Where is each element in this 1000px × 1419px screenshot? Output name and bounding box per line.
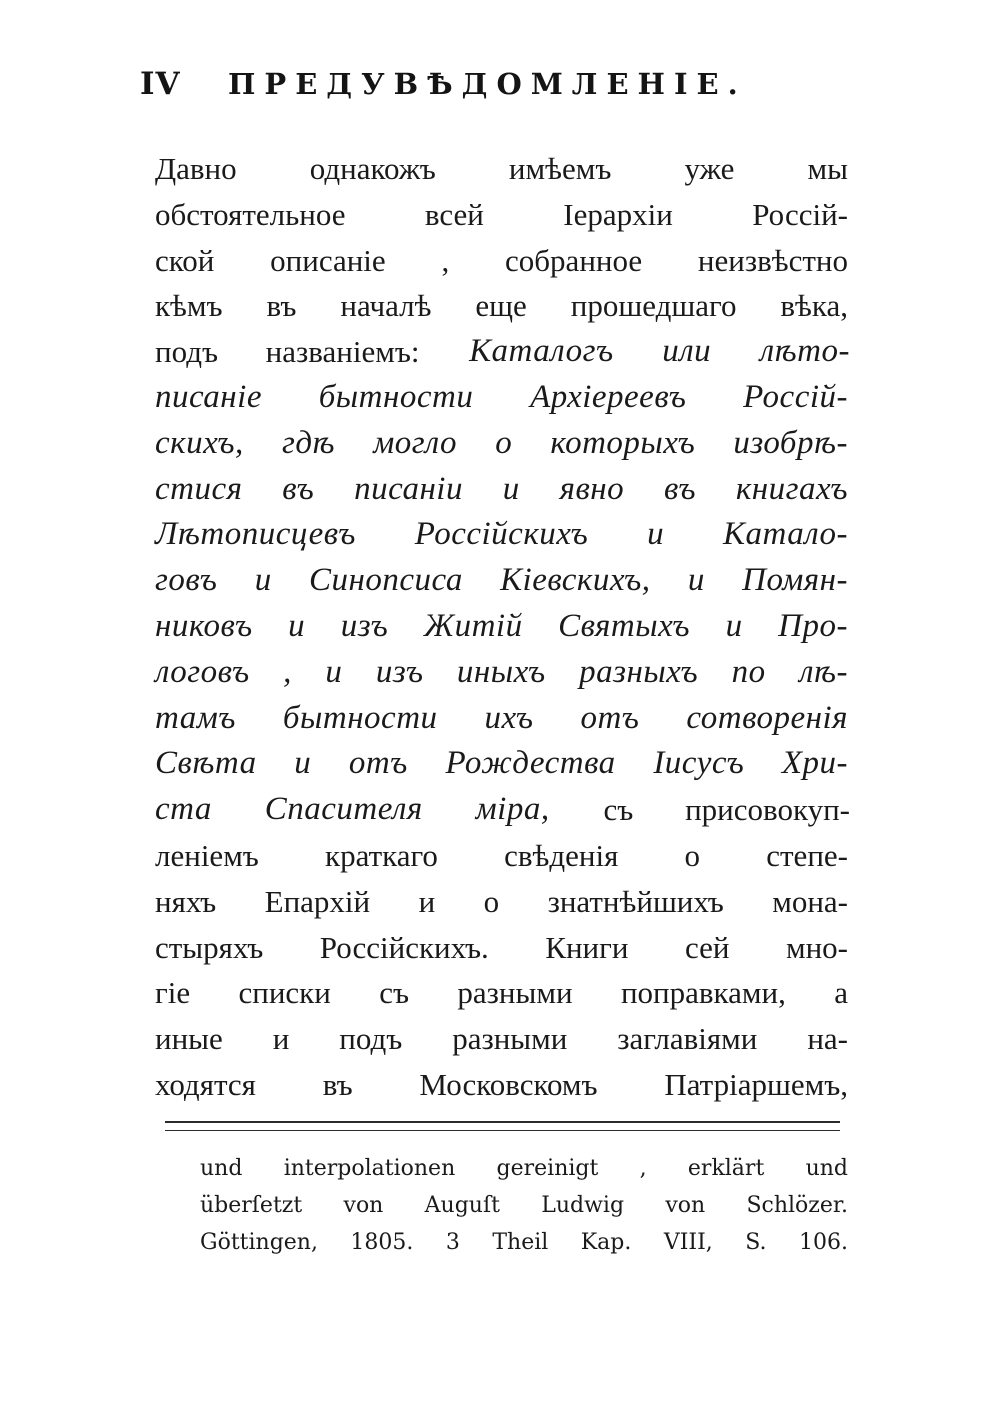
text-line: Давно однакожъ имѣемъ уже мы <box>155 151 848 186</box>
roman-segment: съ присовокуп- <box>551 792 850 828</box>
text-line-italic: писаніе бытности Архіереевъ Россій- <box>155 378 848 415</box>
text-line: ской описаніе , собранное неизвѣстно <box>155 242 848 278</box>
main-text-block <box>155 146 850 1108</box>
italic-segment: Каталогъ или лѣто- <box>469 333 850 370</box>
footnote-line: und interpolationen gereinigt , erklärt und <box>200 1156 848 1181</box>
page-number: IV <box>140 66 181 102</box>
footnote-separator-rule <box>165 1121 840 1131</box>
text-line: ходятся въ Московскомъ Патріаршемъ, <box>155 1066 848 1102</box>
text-line: иные и подъ разными заглавіями на- <box>155 1021 848 1057</box>
running-title: ПРЕДУВѢДОМЛЕНІЕ. <box>228 67 747 101</box>
text-line: гіе списки съ разными поправками, а <box>155 975 848 1011</box>
text-line-italic: Свѣта и отъ Рождества Іисусъ Хри- <box>155 745 848 782</box>
text-line: леніемъ краткаго свѣденія о степе- <box>155 837 848 873</box>
text-line: стыряхъ Россійскихъ. Книги сей мно- <box>155 929 848 965</box>
footnote-line: Göttingen, 1805. 3 Theil Kap. VIII, S. 106. <box>200 1230 848 1255</box>
text-line <box>155 329 850 375</box>
text-line-italic: логовъ , и изъ иныхъ разныхъ по лѣ- <box>155 653 848 690</box>
text-line: кѣмъ въ началѣ еще прошедшаго вѣка, <box>155 288 848 324</box>
footnote <box>200 1150 850 1261</box>
text-line-italic: Лѣтописцевъ Россійскихъ и Катало- <box>155 516 848 553</box>
text-line-italic: никовъ и изъ Житій Святыхъ и Про- <box>155 607 848 644</box>
text-line <box>155 787 850 833</box>
text-line: обстоятельное всей Іерархіи Россій- <box>155 196 848 232</box>
text-line-italic: скихъ, гдѣ могло о которыхъ изобрѣ- <box>155 424 848 461</box>
text-line-italic: стися въ писаніи и явно въ книгахъ <box>155 470 848 507</box>
text-line: няхъ Епархій и о знатнѣйшихъ мона- <box>155 883 848 919</box>
roman-segment: подъ названіемъ: <box>155 334 468 370</box>
italic-segment: ста Спасителя міра, <box>155 791 550 828</box>
footnote-line: überſetzt von Auguſt Ludwig von Schlözer. <box>200 1193 848 1218</box>
text-line-italic: говъ и Синопсиса Кіевскихъ, и Помян- <box>155 562 848 599</box>
text-line-italic: тамъ бытности ихъ отъ сотворенія <box>155 699 848 736</box>
page-header <box>140 66 840 126</box>
